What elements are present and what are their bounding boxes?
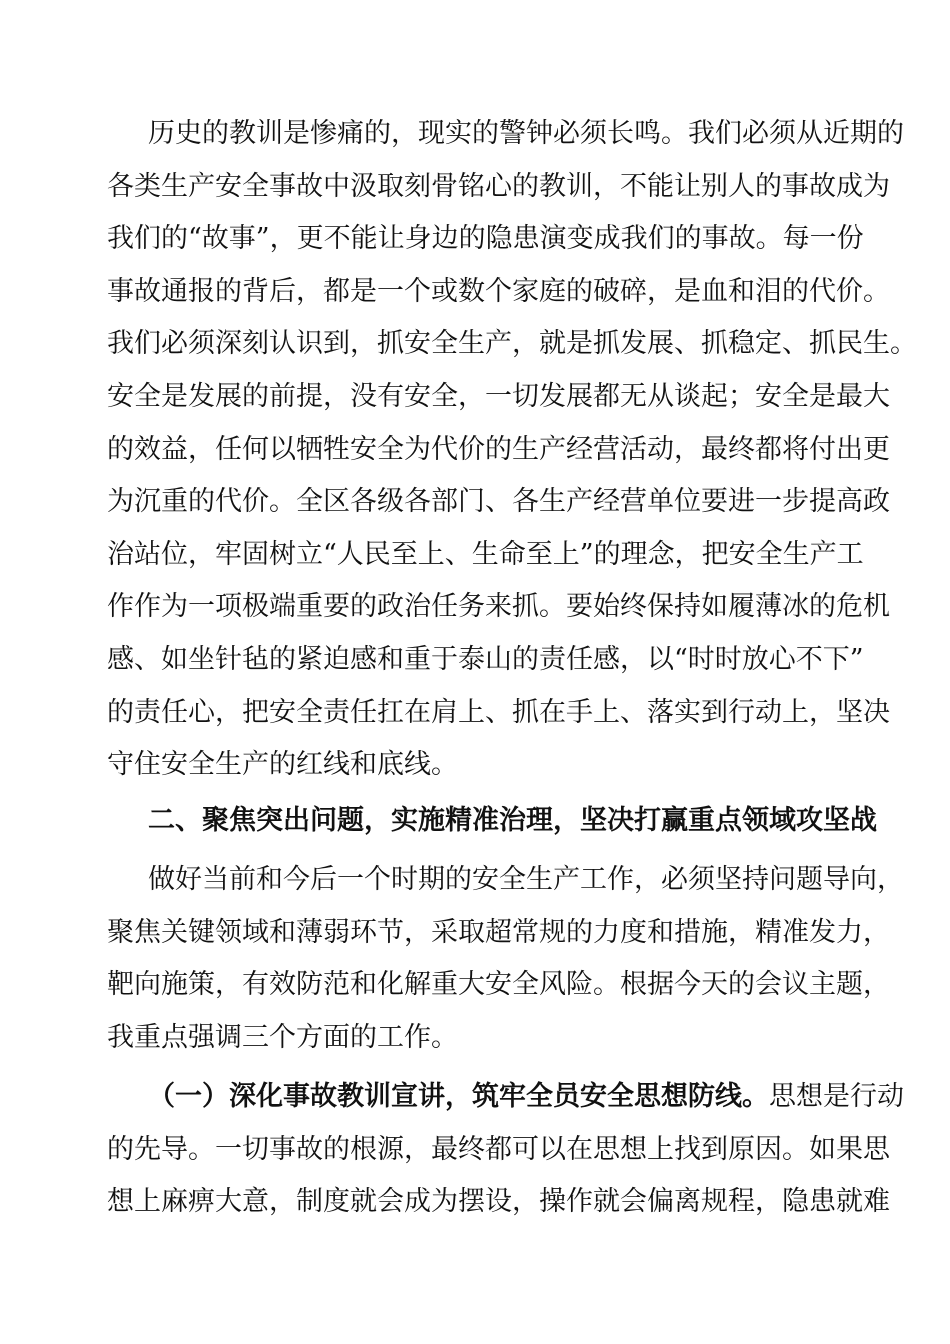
paragraph-line: 守住安全生产的红线和底线。 <box>107 749 458 780</box>
paragraph-line: 治站位，牢固树立“人民至上、生命至上”的理念，把安全生产工 <box>107 539 864 570</box>
paragraph-text: 思想是行动 <box>769 1081 904 1112</box>
paragraph-line: 做好当前和今后一个时期的安全生产工作，必须坚持问题导向， <box>148 864 904 895</box>
paragraph-line: 事故通报的背后，都是一个或数个家庭的破碎，是血和泪的代价。 <box>107 276 890 307</box>
subsection-lead: （一）深化事故教训宣讲，筑牢全员安全思想防线。 <box>148 1081 769 1112</box>
paragraph-line: 我们的“故事”，更不能让身边的隐患演变成我们的事故。每一份 <box>107 223 864 254</box>
paragraph-line: 的效益，任何以牺牲安全为代价的生产经营活动，最终都将付出更 <box>107 434 890 465</box>
paragraph-line: 的责任心，把安全责任扛在肩上、抓在手上、落实到行动上，坚决 <box>107 697 890 728</box>
paragraph-line: 历史的教训是惨痛的，现实的警钟必须长鸣。我们必须从近期的 <box>148 118 904 149</box>
paragraph-line: 感、如坐针毡的紧迫感和重于泰山的责任感，以“时时放心不下” <box>107 644 864 675</box>
paragraph-line: 聚焦关键领域和薄弱环节，采取超常规的力度和措施，精准发力， <box>107 917 890 948</box>
paragraph-line: 为沉重的代价。全区各级各部门、各生产经营单位要进一步提高政 <box>107 486 890 517</box>
paragraph-line: 安全是发展的前提，没有安全，一切发展都无从谈起；安全是最大 <box>107 381 890 412</box>
section-heading: 二、聚焦突出问题，实施精准治理，坚决打赢重点领域攻坚战 <box>148 805 877 836</box>
paragraph-line: 靶向施策，有效防范和化解重大安全风险。根据今天的会议主题， <box>107 969 890 1000</box>
paragraph-line: 我重点强调三个方面的工作。 <box>107 1022 458 1053</box>
paragraph-line: 的先导。一切事故的根源，最终都可以在思想上找到原因。如果思 <box>107 1134 890 1165</box>
paragraph-line: 我们必须深刻认识到，抓安全生产，就是抓发展、抓稳定、抓民生。 <box>107 328 917 359</box>
paragraph-line: 作作为一项极端重要的政治任务来抓。要始终保持如履薄冰的危机 <box>107 591 890 622</box>
paragraph-line <box>148 1080 904 1114</box>
paragraph-line: 各类生产安全事故中汲取刻骨铭心的教训，不能让别人的事故成为 <box>107 171 890 202</box>
paragraph-line: 想上麻痹大意，制度就会成为摆设，操作就会偏离规程，隐患就难 <box>107 1186 890 1217</box>
